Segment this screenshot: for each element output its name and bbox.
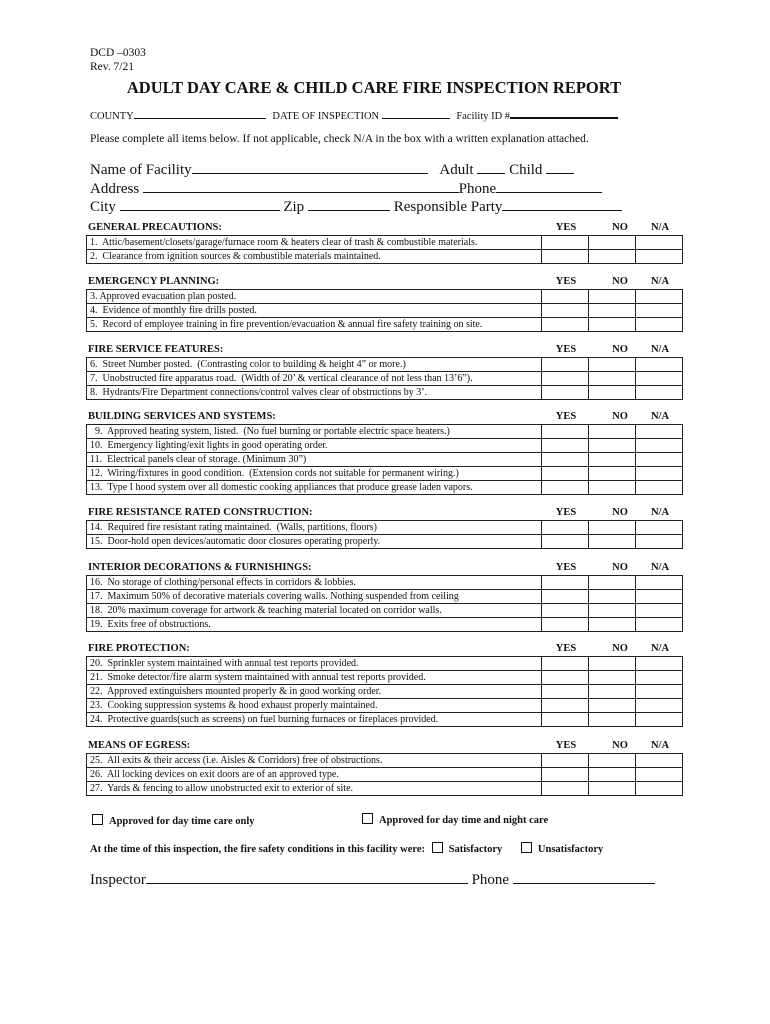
yes-cell[interactable] bbox=[542, 467, 589, 481]
checklist-table bbox=[86, 656, 683, 727]
address-field[interactable] bbox=[143, 179, 459, 193]
child-field[interactable] bbox=[546, 160, 574, 174]
na-cell[interactable] bbox=[636, 618, 683, 632]
na-cell[interactable] bbox=[636, 425, 683, 439]
checklist-table bbox=[86, 289, 683, 332]
no-cell[interactable] bbox=[589, 372, 636, 386]
yes-cell[interactable] bbox=[542, 318, 589, 332]
na-column-header: N/A bbox=[650, 222, 670, 233]
inspector-field[interactable] bbox=[146, 870, 468, 884]
table-row bbox=[87, 713, 683, 727]
na-cell[interactable] bbox=[636, 657, 683, 671]
na-column-header: N/A bbox=[650, 276, 670, 287]
checklist-item: 2. Clearance from ignition sources & combustible materials maintained. bbox=[87, 250, 542, 264]
phone-label: Phone bbox=[458, 181, 497, 197]
yes-column-header: YES bbox=[555, 562, 577, 573]
yes-column-header: YES bbox=[555, 740, 577, 751]
checklist-item: 5. Record of employee training in fire prevention/evacuation & annual fire safety training on site. bbox=[87, 318, 542, 332]
no-cell[interactable] bbox=[589, 685, 636, 699]
document-revision: Rev. 7/21 bbox=[90, 61, 134, 73]
yes-column-header: YES bbox=[555, 276, 577, 287]
section bbox=[86, 344, 682, 400]
checklist-table bbox=[86, 520, 683, 549]
checklist-item: 17. Maximum 50% of decorative materials covering walls. Nothing suspended from ceiling bbox=[87, 590, 542, 604]
inspector-label: Inspector bbox=[90, 872, 146, 888]
no-cell[interactable] bbox=[589, 604, 636, 618]
na-cell[interactable] bbox=[636, 453, 683, 467]
yes-cell[interactable] bbox=[542, 657, 589, 671]
checklist-item: 19. Exits free of obstructions. bbox=[87, 618, 542, 632]
yes-cell[interactable] bbox=[542, 768, 589, 782]
table-row bbox=[87, 671, 683, 685]
yes-cell[interactable] bbox=[542, 521, 589, 535]
checklist-table bbox=[86, 575, 683, 632]
no-column-header: NO bbox=[612, 276, 628, 287]
no-column-header: NO bbox=[612, 411, 628, 422]
city-label: City bbox=[90, 199, 116, 215]
yes-column-header: YES bbox=[555, 344, 577, 355]
yes-cell[interactable] bbox=[542, 618, 589, 632]
no-cell[interactable] bbox=[589, 439, 636, 453]
section bbox=[86, 643, 682, 727]
unsatisfactory-checkbox[interactable] bbox=[521, 842, 532, 853]
county-field[interactable] bbox=[134, 108, 266, 119]
table-row bbox=[87, 290, 683, 304]
no-cell[interactable] bbox=[589, 481, 636, 495]
no-column-header: NO bbox=[612, 740, 628, 751]
checklist-item: 11. Electrical panels clear of storage. (Minimum 30”) bbox=[87, 453, 542, 467]
na-cell[interactable] bbox=[636, 290, 683, 304]
no-cell[interactable] bbox=[589, 713, 636, 727]
no-cell[interactable] bbox=[589, 425, 636, 439]
yes-column-header: YES bbox=[555, 643, 577, 654]
section bbox=[86, 740, 682, 796]
approved-day-only-label: Approved for day time care only bbox=[109, 816, 255, 827]
section-header bbox=[86, 740, 682, 753]
table-row bbox=[87, 425, 683, 439]
no-cell[interactable] bbox=[589, 453, 636, 467]
no-cell[interactable] bbox=[589, 236, 636, 250]
yes-cell[interactable] bbox=[542, 713, 589, 727]
conditions-statement: At the time of this inspection, the fire safety conditions in this facility were: bbox=[90, 844, 425, 855]
table-row bbox=[87, 590, 683, 604]
yes-cell[interactable] bbox=[542, 685, 589, 699]
table-row bbox=[87, 236, 683, 250]
approved-day-night-option[interactable] bbox=[362, 813, 548, 826]
na-cell[interactable] bbox=[636, 576, 683, 590]
yes-cell[interactable] bbox=[542, 481, 589, 495]
section-title: BUILDING SERVICES AND SYSTEMS: bbox=[88, 411, 276, 422]
no-column-header: NO bbox=[612, 222, 628, 233]
section-header bbox=[86, 507, 682, 520]
yes-cell[interactable] bbox=[542, 439, 589, 453]
yes-column-header: YES bbox=[555, 411, 577, 422]
section-header bbox=[86, 411, 682, 424]
no-cell[interactable] bbox=[589, 768, 636, 782]
conditions-line bbox=[90, 842, 603, 855]
satisfactory-checkbox[interactable] bbox=[432, 842, 443, 853]
table-row bbox=[87, 386, 683, 400]
na-cell[interactable] bbox=[636, 782, 683, 796]
section bbox=[86, 411, 682, 495]
document-code: DCD –0303 bbox=[90, 47, 146, 59]
section-title: GENERAL PRECAUTIONS: bbox=[88, 222, 222, 233]
zip-field[interactable] bbox=[308, 197, 390, 211]
yes-cell[interactable] bbox=[542, 453, 589, 467]
no-cell[interactable] bbox=[589, 754, 636, 768]
na-cell[interactable] bbox=[636, 386, 683, 400]
section bbox=[86, 276, 682, 332]
section-title: FIRE SERVICE FEATURES: bbox=[88, 344, 224, 355]
na-cell[interactable] bbox=[636, 754, 683, 768]
checklist-item: 22. Approved extinguishers mounted properly & in good working order. bbox=[87, 685, 542, 699]
no-cell[interactable] bbox=[589, 318, 636, 332]
approved-day-only-checkbox[interactable] bbox=[92, 814, 103, 825]
table-row bbox=[87, 467, 683, 481]
yes-cell[interactable] bbox=[542, 372, 589, 386]
no-cell[interactable] bbox=[589, 467, 636, 481]
section-header bbox=[86, 643, 682, 656]
table-row bbox=[87, 604, 683, 618]
checklist-table bbox=[86, 424, 683, 495]
section-header bbox=[86, 562, 682, 575]
na-column-header: N/A bbox=[650, 507, 670, 518]
county-date-id-line bbox=[90, 108, 618, 122]
table-row bbox=[87, 439, 683, 453]
yes-cell[interactable] bbox=[542, 250, 589, 264]
yes-cell[interactable] bbox=[542, 236, 589, 250]
na-cell[interactable] bbox=[636, 304, 683, 318]
section-title: INTERIOR DECORATIONS & FURNISHINGS: bbox=[88, 562, 312, 573]
section bbox=[86, 562, 682, 632]
yes-cell[interactable] bbox=[542, 386, 589, 400]
table-row bbox=[87, 768, 683, 782]
table-row bbox=[87, 453, 683, 467]
no-column-header: NO bbox=[612, 344, 628, 355]
inspector-line bbox=[90, 870, 655, 889]
na-cell[interactable] bbox=[636, 439, 683, 453]
checklist-item: 21. Smoke detector/fire alarm system maintained with annual test reports provided. bbox=[87, 671, 542, 685]
na-cell[interactable] bbox=[636, 604, 683, 618]
na-cell[interactable] bbox=[636, 685, 683, 699]
table-row bbox=[87, 535, 683, 549]
checklist-item: 14. Required fire resistant rating maintained. (Walls, partitions, floors) bbox=[87, 521, 542, 535]
checklist-item: 18. 20% maximum coverage for artwork & teaching material located on corridor walls. bbox=[87, 604, 542, 618]
no-cell[interactable] bbox=[589, 290, 636, 304]
checklist-item: 4. Evidence of monthly fire drills posted. bbox=[87, 304, 542, 318]
yes-cell[interactable] bbox=[542, 590, 589, 604]
yes-column-header: YES bbox=[555, 222, 577, 233]
checklist-item: 7. Unobstructed fire apparatus road. (Width of 20’ & vertical clearance of not less than 13’6”). bbox=[87, 372, 542, 386]
na-column-header: N/A bbox=[650, 411, 670, 422]
section-header bbox=[86, 344, 682, 357]
na-cell[interactable] bbox=[636, 467, 683, 481]
adult-field[interactable] bbox=[477, 160, 505, 174]
phone-field[interactable] bbox=[496, 179, 602, 193]
section bbox=[86, 222, 682, 264]
yes-cell[interactable] bbox=[542, 782, 589, 796]
yes-cell[interactable] bbox=[542, 425, 589, 439]
na-cell[interactable] bbox=[636, 372, 683, 386]
checklist-item: 20. Sprinkler system maintained with annual test reports provided. bbox=[87, 657, 542, 671]
no-cell[interactable] bbox=[589, 657, 636, 671]
yes-cell[interactable] bbox=[542, 671, 589, 685]
checklist-item: 13. Type I hood system over all domestic cooking appliances that produce grease laden vapors. bbox=[87, 481, 542, 495]
checklist-table bbox=[86, 753, 683, 796]
table-row bbox=[87, 358, 683, 372]
satisfactory-label: Satisfactory bbox=[448, 844, 503, 855]
checklist-item: 1. Attic/basement/closets/garage/furnace room & heaters clear of trash & combustible materials. bbox=[87, 236, 542, 250]
approved-day-night-checkbox[interactable] bbox=[362, 813, 373, 824]
checklist-item: 12. Wiring/fixtures in good condition. (Extension cords not suitable for permanent wiring.) bbox=[87, 467, 542, 481]
na-column-header: N/A bbox=[650, 740, 670, 751]
table-row bbox=[87, 304, 683, 318]
document-code-block bbox=[90, 46, 146, 74]
no-cell[interactable] bbox=[589, 782, 636, 796]
no-cell[interactable] bbox=[589, 521, 636, 535]
date-of-inspection-field[interactable] bbox=[382, 108, 450, 119]
facility-id-field[interactable] bbox=[510, 108, 618, 119]
no-column-header: NO bbox=[612, 507, 628, 518]
na-cell[interactable] bbox=[636, 535, 683, 549]
no-cell[interactable] bbox=[589, 671, 636, 685]
checklist-item: 9. Approved heating system, listed. (No fuel burning or portable electric space heaters.) bbox=[87, 425, 542, 439]
na-cell[interactable] bbox=[636, 250, 683, 264]
no-cell[interactable] bbox=[589, 250, 636, 264]
instructions: Please complete all items below. If not applicable, check N/A in the box with a written explanation attached. bbox=[90, 133, 589, 145]
zip-label: Zip bbox=[283, 199, 305, 215]
no-cell[interactable] bbox=[589, 699, 636, 713]
responsible-party-field[interactable] bbox=[502, 197, 622, 211]
no-cell[interactable] bbox=[589, 535, 636, 549]
yes-cell[interactable] bbox=[542, 576, 589, 590]
address-label: Address bbox=[90, 181, 140, 197]
no-cell[interactable] bbox=[589, 576, 636, 590]
section-header bbox=[86, 276, 682, 289]
table-row bbox=[87, 250, 683, 264]
na-column-header: N/A bbox=[650, 643, 670, 654]
no-column-header: NO bbox=[612, 643, 628, 654]
na-cell[interactable] bbox=[636, 318, 683, 332]
county-label: COUNTY bbox=[90, 111, 134, 122]
table-row bbox=[87, 782, 683, 796]
yes-cell[interactable] bbox=[542, 699, 589, 713]
yes-cell[interactable] bbox=[542, 535, 589, 549]
section-header bbox=[86, 222, 682, 235]
yes-column-header: YES bbox=[555, 507, 577, 518]
table-row bbox=[87, 657, 683, 671]
city-field[interactable] bbox=[120, 197, 280, 211]
checklist-item: 15. Door-hold open devices/automatic door closures operating properly. bbox=[87, 535, 542, 549]
yes-cell[interactable] bbox=[542, 304, 589, 318]
na-cell[interactable] bbox=[636, 358, 683, 372]
na-column-header: N/A bbox=[650, 562, 670, 573]
yes-cell[interactable] bbox=[542, 754, 589, 768]
yes-cell[interactable] bbox=[542, 358, 589, 372]
na-cell[interactable] bbox=[636, 699, 683, 713]
city-line bbox=[90, 197, 622, 216]
page-title: ADULT DAY CARE & CHILD CARE FIRE INSPECTION REPORT bbox=[126, 78, 622, 97]
na-cell[interactable] bbox=[636, 590, 683, 604]
inspector-phone-field[interactable] bbox=[513, 870, 655, 884]
facility-name-label: Name of Facility bbox=[90, 162, 192, 178]
no-cell[interactable] bbox=[589, 386, 636, 400]
na-cell[interactable] bbox=[636, 768, 683, 782]
no-cell[interactable] bbox=[589, 618, 636, 632]
section-title: FIRE RESISTANCE RATED CONSTRUCTION: bbox=[88, 507, 313, 518]
checklist-item: 6. Street Number posted. (Contrasting color to building & height 4” or more.) bbox=[87, 358, 542, 372]
section bbox=[86, 507, 682, 549]
checklist-item: 23. Cooking suppression systems & hood exhaust properly maintained. bbox=[87, 699, 542, 713]
table-row bbox=[87, 521, 683, 535]
table-row bbox=[87, 576, 683, 590]
na-cell[interactable] bbox=[636, 713, 683, 727]
na-cell[interactable] bbox=[636, 236, 683, 250]
checklist-item: 25. All exits & their access (i.e. Aisles & Corridors) free of obstructions. bbox=[87, 754, 542, 768]
checklist-item: 16. No storage of clothing/personal effects in corridors & lobbies. bbox=[87, 576, 542, 590]
table-row bbox=[87, 318, 683, 332]
table-row bbox=[87, 372, 683, 386]
checklist-item: 3. Approved evacuation plan posted. bbox=[87, 290, 542, 304]
checklist-table bbox=[86, 357, 683, 400]
inspector-phone-label: Phone bbox=[471, 872, 510, 888]
facility-name-field[interactable] bbox=[192, 160, 428, 174]
table-row bbox=[87, 481, 683, 495]
no-cell[interactable] bbox=[589, 304, 636, 318]
table-row bbox=[87, 618, 683, 632]
checklist-item: 10. Emergency lighting/exit lights in good operating order. bbox=[87, 439, 542, 453]
approved-day-night-label: Approved for day time and night care bbox=[379, 815, 549, 826]
approved-day-only-option[interactable] bbox=[92, 814, 255, 827]
table-row bbox=[87, 685, 683, 699]
na-cell[interactable] bbox=[636, 521, 683, 535]
facility-id-label: Facility ID # bbox=[456, 111, 511, 122]
child-label: Child bbox=[509, 162, 543, 178]
address-line bbox=[90, 179, 602, 198]
table-row bbox=[87, 699, 683, 713]
na-cell[interactable] bbox=[636, 481, 683, 495]
table-row bbox=[87, 754, 683, 768]
responsible-party-label: Responsible Party bbox=[393, 199, 503, 215]
date-of-inspection-label: DATE OF INSPECTION bbox=[272, 111, 380, 122]
checklist-table bbox=[86, 235, 683, 264]
checklist-item: 27. Yards & fencing to allow unobstructed exit to exterior of site. bbox=[87, 782, 542, 796]
no-cell[interactable] bbox=[589, 358, 636, 372]
checklist-item: 26. All locking devices on exit doors are of an approved type. bbox=[87, 768, 542, 782]
adult-label: Adult bbox=[439, 162, 474, 178]
section-title: MEANS OF EGRESS: bbox=[88, 740, 191, 751]
na-cell[interactable] bbox=[636, 671, 683, 685]
yes-cell[interactable] bbox=[542, 604, 589, 618]
no-cell[interactable] bbox=[589, 590, 636, 604]
na-column-header: N/A bbox=[650, 344, 670, 355]
section-title: EMERGENCY PLANNING: bbox=[88, 276, 220, 287]
section-title: FIRE PROTECTION: bbox=[88, 643, 190, 654]
no-column-header: NO bbox=[612, 562, 628, 573]
facility-name-line bbox=[90, 160, 574, 179]
unsatisfactory-label: Unsatisfactory bbox=[537, 844, 604, 855]
checklist-item: 8. Hydrants/Fire Department connections/control valves clear of obstructions by 3’. bbox=[87, 386, 542, 400]
checklist-item: 24. Protective guards(such as screens) on fuel burning furnaces or fireplaces provided. bbox=[87, 713, 542, 727]
yes-cell[interactable] bbox=[542, 290, 589, 304]
